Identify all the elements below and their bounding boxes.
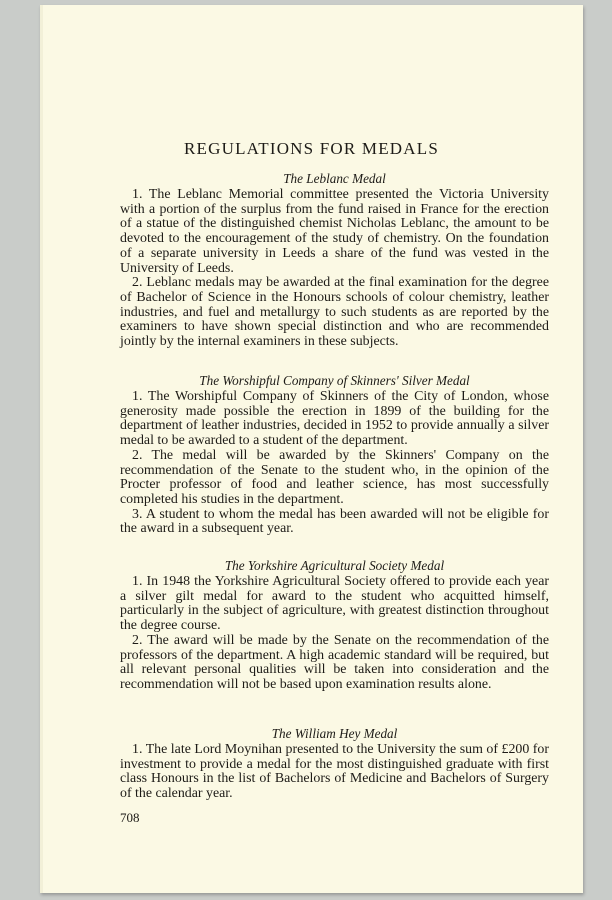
paragraph: 2. Leblanc medals may be awarded at the final examination for the degree of Bachelor of Science in the Honours schools of colour chemistry, leather industries, and fuel and metallurgy to such students as are reported by the examiners to have shown special distinction and who are recommended jointly by the internal examiners in these subjects. xyxy=(120,275,549,350)
paragraph: 1. The Worshipful Company of Skinners of the City of London, whose generosity made possible the erection in 1899 of the building for the department of leather industries, decided in 1952 to provide annually a silver medal to be awarded to a student of the department. xyxy=(120,389,549,449)
document-page xyxy=(40,5,583,893)
paragraph: 3. A student to whom the medal has been awarded will not be eligible for the award in a subsequent year. xyxy=(120,506,549,537)
section-yorkshire-agricultural-society-medal xyxy=(120,558,549,693)
paragraph: 1. The Leblanc Memorial committee presented the Victoria University with a portion of the surplus from the fund raised in France for the erection of a statue of the distinguished chemist Nicholas Leblanc, the amount to be devoted to the encouragement of the study of chemistry. On the foundation of a separate university in Leeds a share of the fund was vested in the University of Leeds. xyxy=(120,187,549,276)
section-heading: The Leblanc Medal xyxy=(283,171,386,186)
section-skinners-silver-medal xyxy=(120,373,549,537)
section-heading: The Worshipful Company of Skinners' Silver Medal xyxy=(199,373,470,388)
paragraph: 2. The medal will be awarded by the Skinners' Company on the recommendation of the Senate to the student who, in the opinion of the Procter professor of food and leather science, has most successfully completed his studies in the department. xyxy=(120,447,549,507)
section-heading: The Yorkshire Agricultural Society Medal xyxy=(224,558,445,573)
page-number: 708 xyxy=(120,810,140,825)
paragraph: 2. The award will be made by the Senate on the recommendation of the professors of the department. A high academic standard will be required, but all relevant personal qualities will be taken into consideration and the recommendation will not be based upon examination results alone. xyxy=(120,632,549,692)
section-heading: The William Hey Medal xyxy=(271,726,398,741)
paragraph: 1. The late Lord Moynihan presented to the University the sum of £200 for investment to provide a medal for the most distinguished graduate with first class Honours in the list of Bachelors of Medicine and Bachelors of Surgery of the calendar year. xyxy=(120,742,549,802)
paragraph: 1. In 1948 the Yorkshire Agricultural Society offered to provide each year a silver gilt medal for award to the student who acquitted himself, particularly in the subject of agriculture, with greatest distinction throughout the degree course. xyxy=(120,574,549,634)
section-william-hey-medal xyxy=(120,726,549,802)
section-leblanc-medal xyxy=(120,171,549,350)
page-title: REGULATIONS FOR MEDALS xyxy=(184,139,439,158)
